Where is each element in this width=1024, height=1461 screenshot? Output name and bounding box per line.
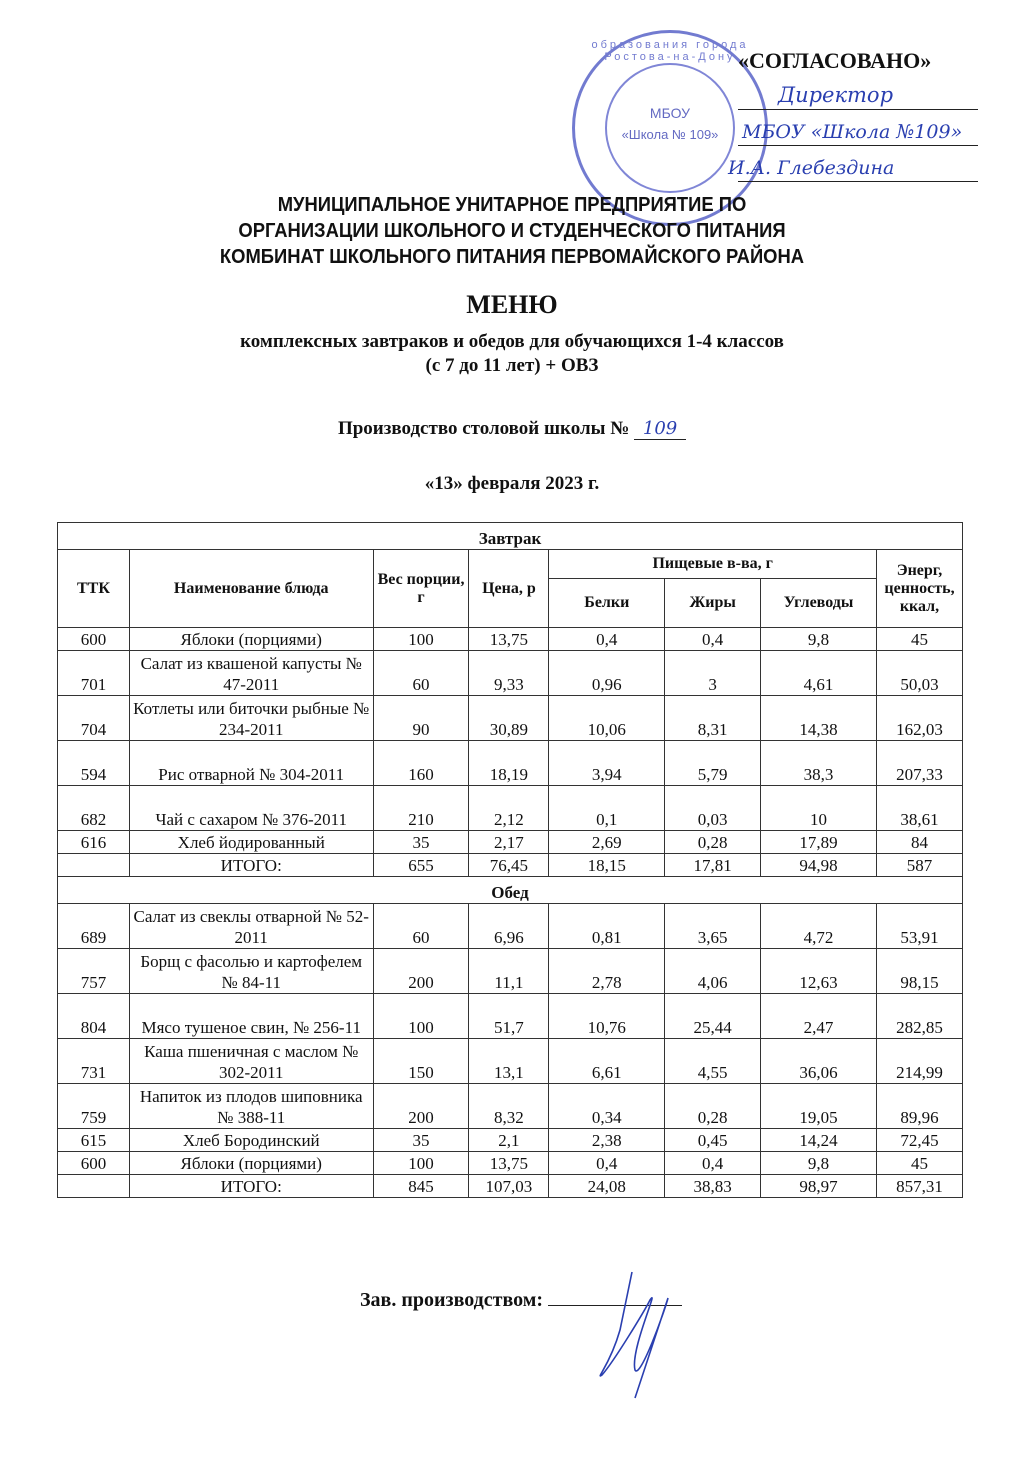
cell-weight: 210	[373, 786, 469, 831]
section-row-lunch	[58, 877, 963, 904]
total-fat: 17,81	[665, 854, 761, 877]
cell-protein: 2,38	[549, 1129, 665, 1152]
table-row	[58, 1039, 963, 1084]
org-line: МУНИЦИПАЛЬНОЕ УНИТАРНОЕ ПРЕДПРИЯТИЕ ПО	[277, 194, 747, 216]
cell-protein: 10,06	[549, 696, 665, 741]
cell-name: Хлеб Бородинский	[129, 1129, 373, 1152]
cell-energy: 98,15	[876, 949, 962, 994]
cell-carbs: 19,05	[761, 1084, 877, 1129]
cell-weight: 200	[373, 949, 469, 994]
col-header-energy: Энерг, ценность, ккал,	[876, 550, 962, 628]
cell-weight: 100	[373, 994, 469, 1039]
table-row	[58, 696, 963, 741]
menu-title: МЕНЮ	[466, 290, 558, 319]
cell-name: Салат из квашеной капусты № 47-2011	[129, 651, 373, 696]
cell-carbs: 14,24	[761, 1129, 877, 1152]
cell-ttk: 615	[58, 1129, 130, 1152]
cell-price: 8,32	[469, 1084, 549, 1129]
cell-price: 2,12	[469, 786, 549, 831]
footer-label: Зав. производством:	[360, 1289, 544, 1311]
cell-carbs: 2,47	[761, 994, 877, 1039]
cell-name: Яблоки (порциями)	[129, 1152, 373, 1175]
subtitle-line: комплексных завтраков и обедов для обучающихся 1-4 классов	[240, 331, 784, 352]
cell-fat: 0,28	[665, 831, 761, 854]
approval-line-name	[728, 150, 978, 182]
section-row-breakfast	[58, 523, 963, 550]
cell-price: 2,1	[469, 1129, 549, 1152]
section-title: Завтрак	[58, 523, 963, 550]
table-row	[58, 949, 963, 994]
table-row	[58, 741, 963, 786]
cell-carbs: 36,06	[761, 1039, 877, 1084]
total-row	[58, 854, 963, 877]
cell-name: Борщ с фасолью и картофелем № 84-11	[129, 949, 373, 994]
cell-carbs: 14,38	[761, 696, 877, 741]
cell-energy: 207,33	[876, 741, 962, 786]
cell-energy: 72,45	[876, 1129, 962, 1152]
col-header-price: Цена, р	[469, 550, 549, 628]
total-fat: 38,83	[665, 1175, 761, 1198]
cell-price: 18,19	[469, 741, 549, 786]
cell-protein: 2,78	[549, 949, 665, 994]
cell-fat: 0,03	[665, 786, 761, 831]
section-title: Обед	[58, 877, 963, 904]
cell-ttk: 682	[58, 786, 130, 831]
cell-energy: 214,99	[876, 1039, 962, 1084]
cell-energy: 45	[876, 628, 962, 651]
cell-ttk: 616	[58, 831, 130, 854]
cell-ttk: 804	[58, 994, 130, 1039]
total-protein: 24,08	[549, 1175, 665, 1198]
cell-protein: 0,34	[549, 1084, 665, 1129]
table-row	[58, 628, 963, 651]
total-label: ИТОГО:	[129, 1175, 373, 1198]
stamp-school: «Школа № 109»	[621, 127, 719, 142]
cell-carbs: 12,63	[761, 949, 877, 994]
total-energy: 857,31	[876, 1175, 962, 1198]
cell-price: 13,75	[469, 628, 549, 651]
cell-protein: 0,4	[549, 628, 665, 651]
table-row	[58, 786, 963, 831]
menu-date: «13» февраля 2023 г.	[424, 473, 600, 494]
header-row	[58, 550, 963, 579]
table-row	[58, 904, 963, 949]
cell-name: Мясо тушеное свин, № 256-11	[129, 994, 373, 1039]
cell-fat: 5,79	[665, 741, 761, 786]
cell-price: 9,33	[469, 651, 549, 696]
cell-ttk: 689	[58, 904, 130, 949]
stamp-ring-text: образования города Ростова-на-Дону	[591, 39, 749, 63]
col-header-fat: Жиры	[665, 579, 761, 628]
cell-energy: 53,91	[876, 904, 962, 949]
approval-line-school	[738, 114, 978, 146]
cell-carbs: 9,8	[761, 1152, 877, 1175]
approval-title: «СОГЛАСОВАНО»	[738, 48, 932, 73]
cell-protein: 3,94	[549, 741, 665, 786]
cell-energy: 84	[876, 831, 962, 854]
cell-ttk: 731	[58, 1039, 130, 1084]
cell-fat: 8,31	[665, 696, 761, 741]
total-energy: 587	[876, 854, 962, 877]
cell-name: Каша пшеничная с маслом № 302-2011	[129, 1039, 373, 1084]
cell-ttk: 600	[58, 628, 130, 651]
cell-name: Яблоки (порциями)	[129, 628, 373, 651]
handwritten-position: Директор	[778, 83, 894, 107]
col-header-nutrients: Пищевые в-ва, г	[549, 550, 877, 579]
menu-table	[57, 522, 963, 1198]
col-header-carbs: Углеводы	[761, 579, 877, 628]
handwritten-name: И.А. Глебездина	[728, 157, 895, 179]
cell-fat: 3	[665, 651, 761, 696]
cell-fat: 3,65	[665, 904, 761, 949]
col-header-ttk: ТТК	[58, 550, 130, 628]
cell-weight: 150	[373, 1039, 469, 1084]
cell-price: 51,7	[469, 994, 549, 1039]
production-label: Производство столовой школы №	[337, 418, 630, 439]
cell-weight: 60	[373, 904, 469, 949]
cell-ttk: 701	[58, 651, 130, 696]
table-row	[58, 1129, 963, 1152]
cell-weight: 90	[373, 696, 469, 741]
cell-carbs: 4,61	[761, 651, 877, 696]
cell-fat: 25,44	[665, 994, 761, 1039]
cell-fat: 0,4	[665, 628, 761, 651]
total-price: 107,03	[469, 1175, 549, 1198]
table-row	[58, 1084, 963, 1129]
cell-carbs: 4,72	[761, 904, 877, 949]
cell-weight: 160	[373, 741, 469, 786]
col-header-weight: Вес порции, г	[373, 550, 469, 628]
cell-name: Салат из свеклы отварной № 52-2011	[129, 904, 373, 949]
cell-price: 6,96	[469, 904, 549, 949]
cell-weight: 35	[373, 1129, 469, 1152]
cell-fat: 4,06	[665, 949, 761, 994]
table-row	[58, 651, 963, 696]
total-weight: 845	[373, 1175, 469, 1198]
cell-ttk: 594	[58, 741, 130, 786]
cell-name: Чай с сахаром № 376-2011	[129, 786, 373, 831]
menu-subtitle	[0, 330, 1024, 378]
cell-energy: 45	[876, 1152, 962, 1175]
cell-protein: 0,96	[549, 651, 665, 696]
col-header-protein: Белки	[549, 579, 665, 628]
production-line	[0, 418, 1024, 440]
cell-price: 30,89	[469, 696, 549, 741]
cell-weight: 200	[373, 1084, 469, 1129]
cell-price: 2,17	[469, 831, 549, 854]
total-label: ИТОГО:	[129, 854, 373, 877]
school-number: 109	[634, 418, 686, 440]
cell-fat: 0,28	[665, 1084, 761, 1129]
handwritten-school: МБОУ «Школа №109»	[742, 121, 963, 143]
cell-name: Хлеб йодированный	[129, 831, 373, 854]
cell-empty	[58, 1175, 130, 1198]
total-weight: 655	[373, 854, 469, 877]
cell-price: 13,1	[469, 1039, 549, 1084]
cell-ttk: 759	[58, 1084, 130, 1129]
cell-weight: 100	[373, 628, 469, 651]
cell-weight: 100	[373, 1152, 469, 1175]
cell-ttk: 704	[58, 696, 130, 741]
org-line: ОРГАНИЗАЦИИ ШКОЛЬНОГО И СТУДЕНЧЕСКОГО ПИТАНИЯ	[238, 220, 786, 242]
cell-protein: 0,4	[549, 1152, 665, 1175]
cell-protein: 6,61	[549, 1039, 665, 1084]
cell-ttk: 757	[58, 949, 130, 994]
approval-block	[728, 48, 978, 182]
cell-energy: 282,85	[876, 994, 962, 1039]
table-row	[58, 994, 963, 1039]
cell-price: 11,1	[469, 949, 549, 994]
cell-ttk: 600	[58, 1152, 130, 1175]
cell-energy: 38,61	[876, 786, 962, 831]
cell-fat: 0,4	[665, 1152, 761, 1175]
cell-energy: 89,96	[876, 1084, 962, 1129]
cell-fat: 0,45	[665, 1129, 761, 1152]
org-line: КОМБИНАТ ШКОЛЬНОГО ПИТАНИЯ ПЕРВОМАЙСКОГО РАЙОНА	[219, 246, 805, 268]
cell-name: Рис отварной № 304-2011	[129, 741, 373, 786]
approval-line-position	[738, 78, 978, 110]
table-row	[58, 1152, 963, 1175]
cell-weight: 60	[373, 651, 469, 696]
cell-weight: 35	[373, 831, 469, 854]
cell-carbs: 17,89	[761, 831, 877, 854]
total-protein: 18,15	[549, 854, 665, 877]
cell-price: 13,75	[469, 1152, 549, 1175]
cell-protein: 0,1	[549, 786, 665, 831]
cell-energy: 162,03	[876, 696, 962, 741]
cell-name: Котлеты или биточки рыбные № 234-2011	[129, 696, 373, 741]
cell-energy: 50,03	[876, 651, 962, 696]
cell-name: Напиток из плодов шиповника № 388-11	[129, 1084, 373, 1129]
cell-fat: 4,55	[665, 1039, 761, 1084]
stamp-org: МБОУ	[649, 105, 691, 121]
cell-carbs: 38,3	[761, 741, 877, 786]
table-row	[58, 831, 963, 854]
signature-scribble	[590, 1270, 710, 1400]
total-row	[58, 1175, 963, 1198]
subtitle-line: (с 7 до 11 лет) + ОВЗ	[425, 355, 599, 376]
cell-protein: 10,76	[549, 994, 665, 1039]
cell-empty	[58, 854, 130, 877]
cell-carbs: 10	[761, 786, 877, 831]
total-price: 76,45	[469, 854, 549, 877]
total-carbs: 98,97	[761, 1175, 877, 1198]
total-carbs: 94,98	[761, 854, 877, 877]
col-header-name: Наименование блюда	[129, 550, 373, 628]
cell-protein: 2,69	[549, 831, 665, 854]
cell-protein: 0,81	[549, 904, 665, 949]
cell-carbs: 9,8	[761, 628, 877, 651]
organization-heading	[41, 192, 983, 270]
